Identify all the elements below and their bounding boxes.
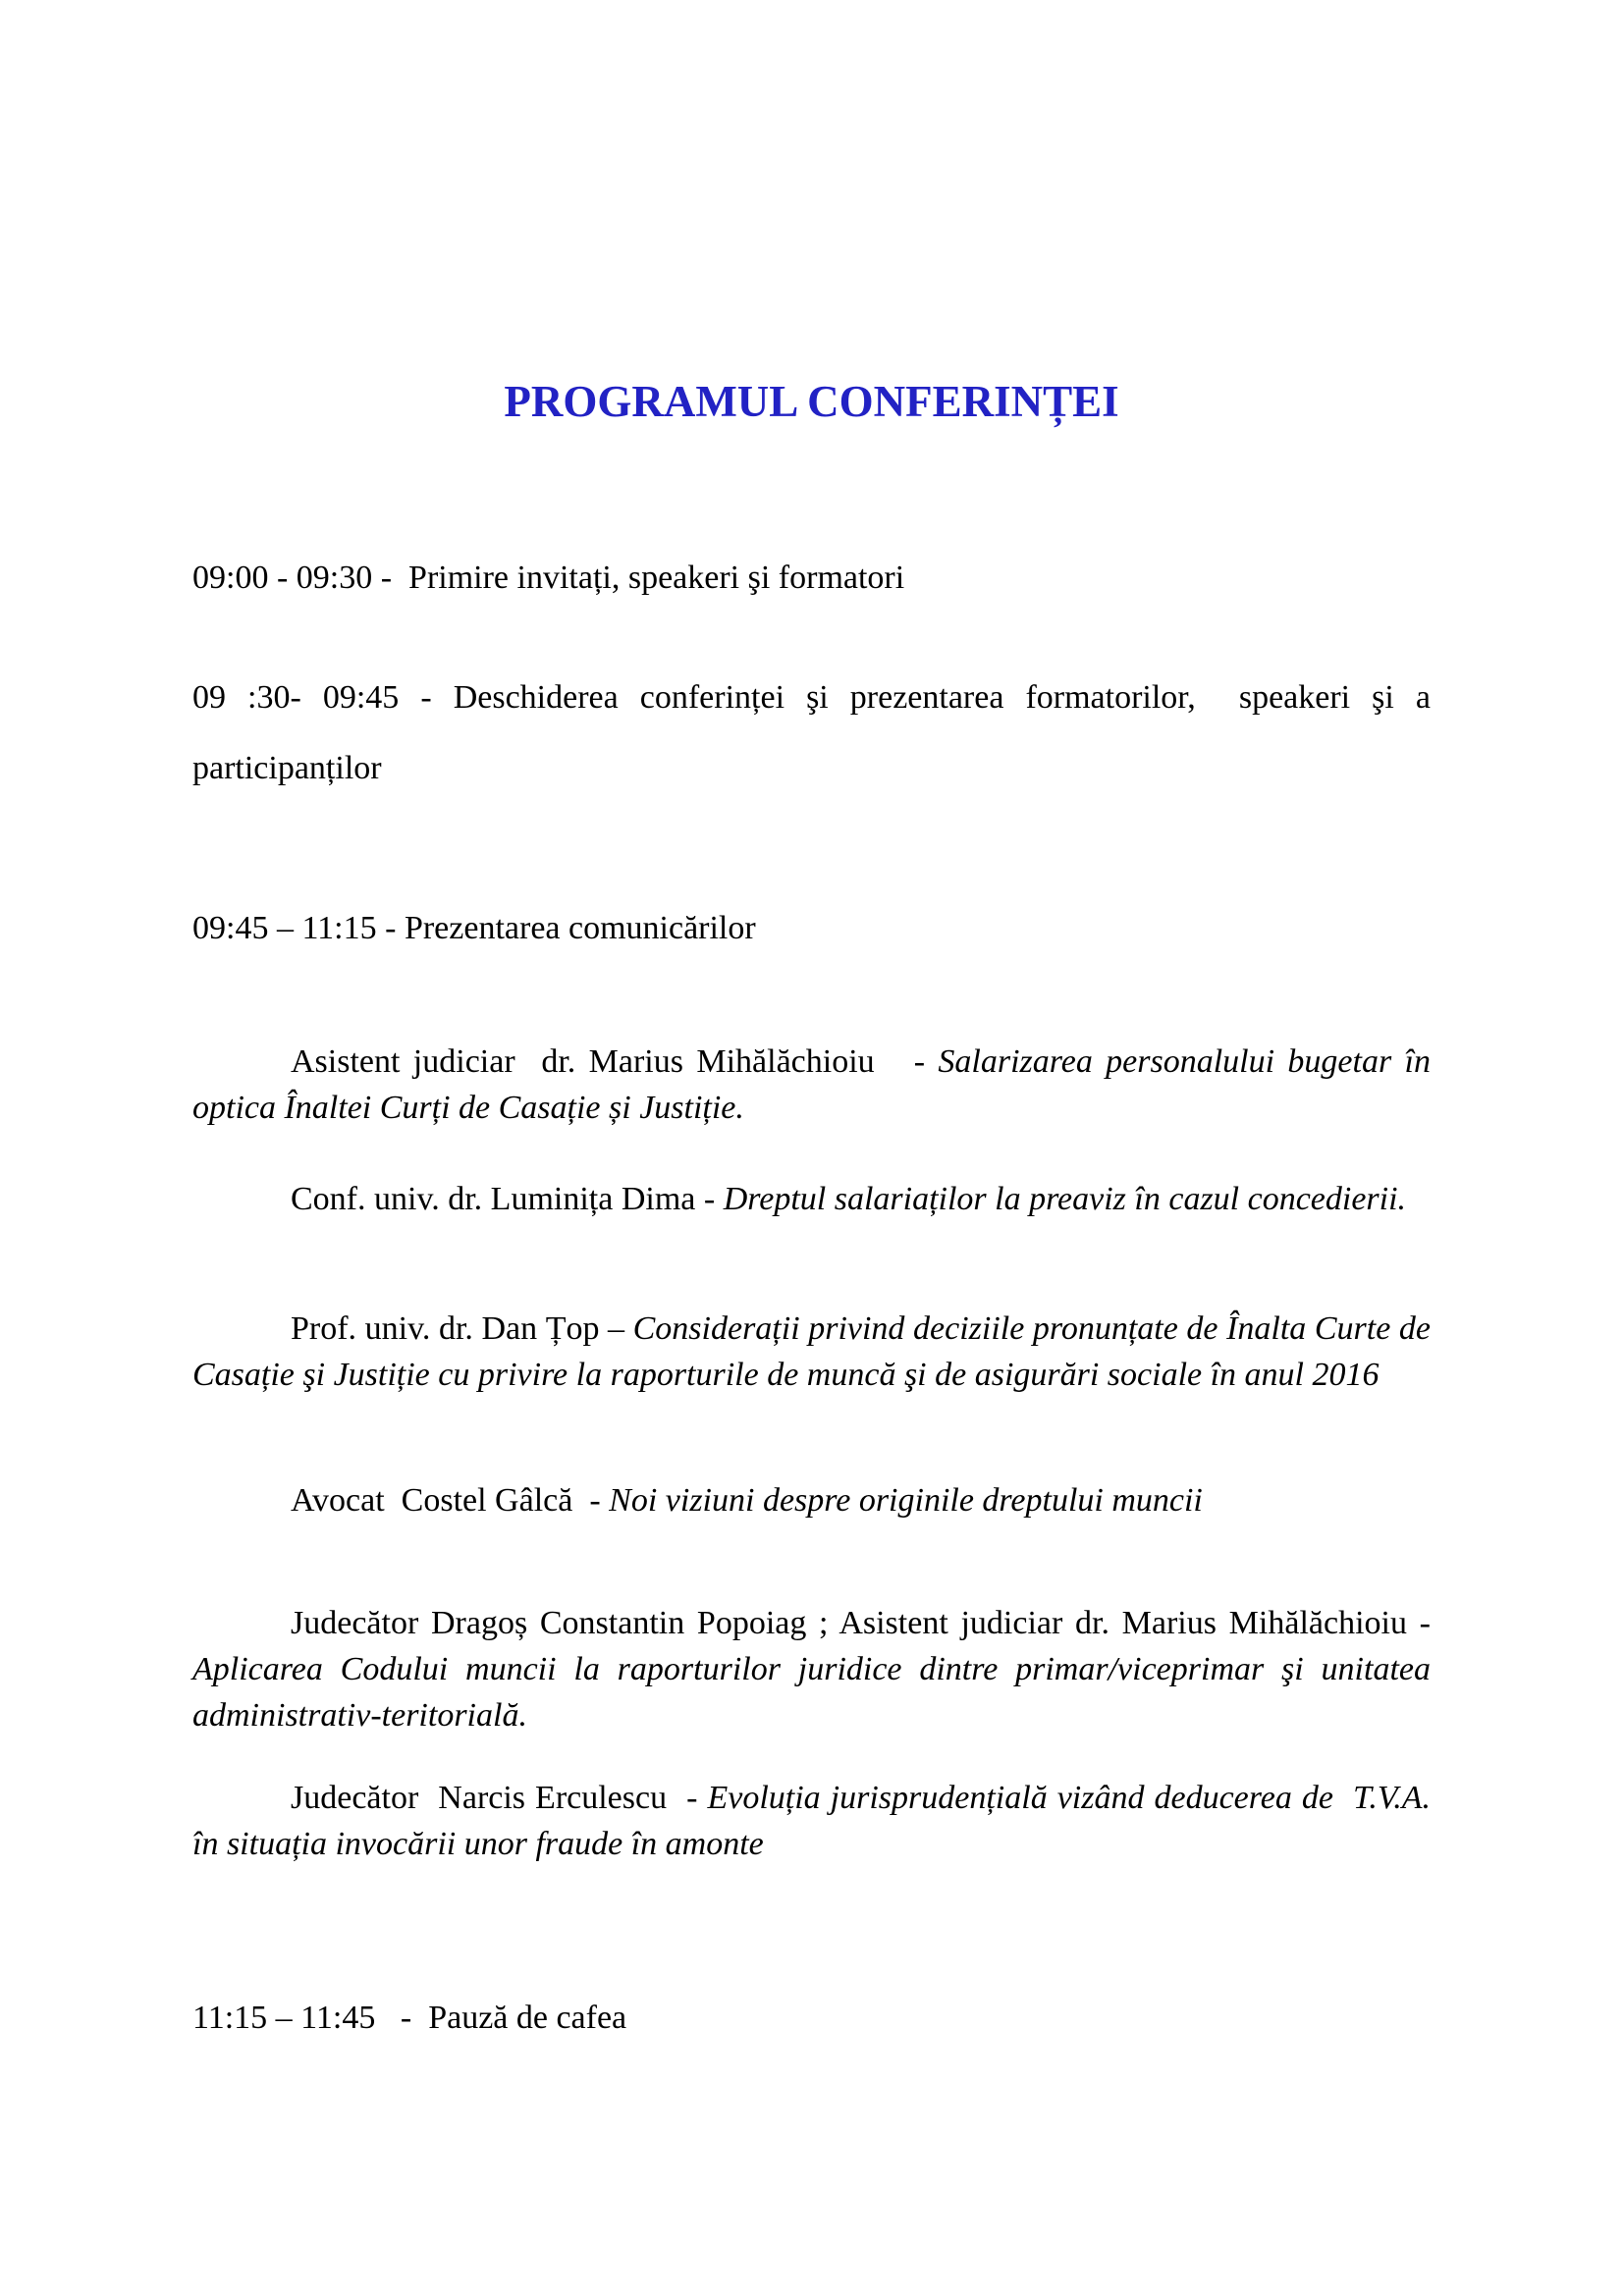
presentation-item — [192, 1600, 1431, 1738]
presentation-title: Evoluția jurisprudențială vizând deducerea de T.V.A. în situația invocării unor fraude în amonte — [192, 1780, 1432, 1862]
presentation-title: Dreptul salariaților la preaviz în cazul concedierii. — [723, 1181, 1407, 1217]
presentation-item — [192, 1176, 1431, 1222]
presentation-item — [192, 1039, 1431, 1131]
speaker-name: Judecător Dragoș Constantin Popoiag ; Asistent judiciar dr. Marius Mihălăchioiu - — [291, 1605, 1431, 1641]
presentation-title: Aplicarea Codului muncii la raporturilor juridice dintre primar/viceprimar şi unitatea administrativ-teritorială. — [192, 1651, 1431, 1734]
schedule-item-opening: 09 :30- 09:45 - Deschiderea conferinței şi prezentarea formatorilor, speakeri şi a participanților — [192, 679, 1439, 786]
presentation-title: Considerații privind deciziile pronunțate de Înalta Curte de Casație şi Justiție cu privire la raporturile de muncă şi de asigurări sociale în anul 2016 — [192, 1310, 1431, 1393]
speaker-name: Conf. univ. dr. Luminița Dima - — [291, 1181, 724, 1217]
schedule-item-coffee-break: 11:15 – 11:45 - Pauză de cafea — [192, 2000, 627, 2036]
speaker-name: Asistent judiciar dr. Marius Mihălăchioiu - — [291, 1043, 939, 1080]
presentation-title: Salarizarea personalului bugetar în optica Înaltei Curți de Casație și Justiție. — [192, 1043, 1432, 1126]
page-title: PROGRAMUL CONFERINȚEI — [504, 377, 1119, 426]
schedule-item-reception: 09:00 - 09:30 - Primire invitați, speakeri şi formatori — [192, 560, 905, 596]
presentation-item — [192, 1477, 1431, 1523]
presentation-item — [192, 1775, 1431, 1867]
speaker-name: Prof. univ. dr. Dan Țop – — [291, 1310, 633, 1347]
presentation-title: Noi viziuni despre originile dreptului muncii — [609, 1482, 1203, 1519]
schedule-item-communications: 09:45 – 11:15 - Prezentarea comunicărilor — [192, 910, 756, 946]
speaker-name: Judecător Narcis Erculescu - — [291, 1780, 708, 1816]
speaker-name: Avocat Costel Gâlcă - — [291, 1482, 610, 1519]
presentation-item — [192, 1306, 1431, 1398]
